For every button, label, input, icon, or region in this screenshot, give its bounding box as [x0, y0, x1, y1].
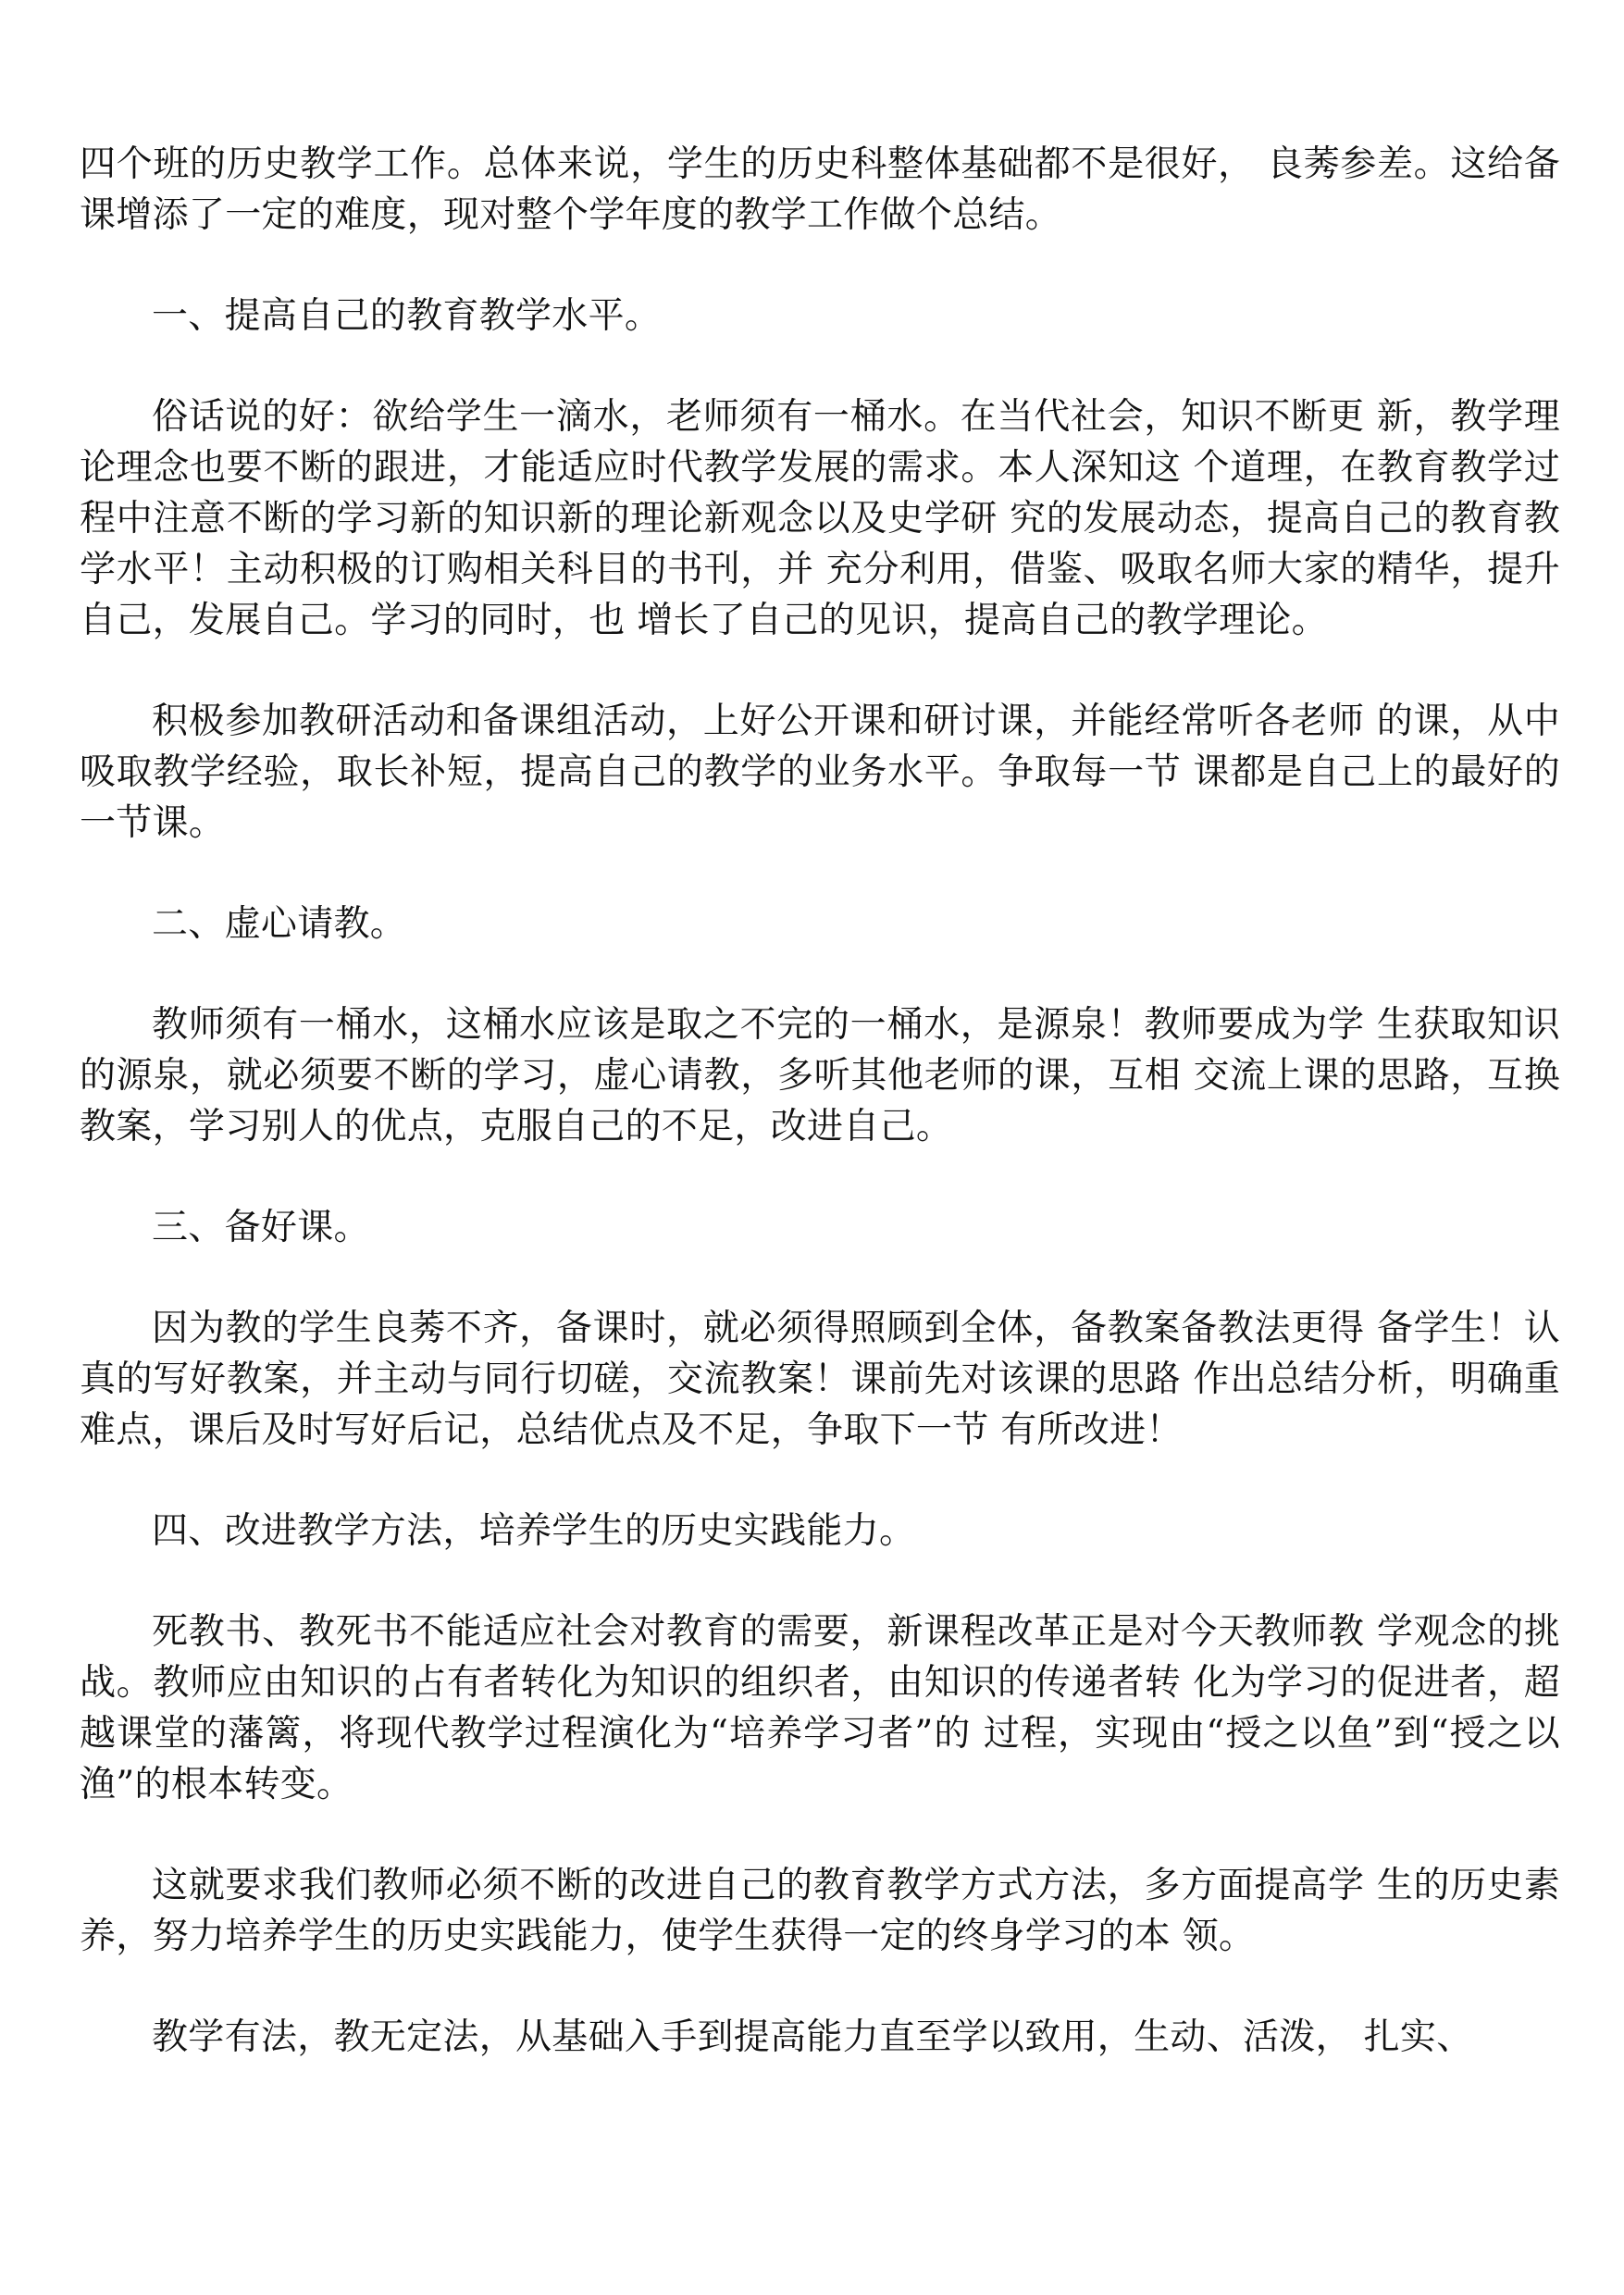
- section-heading-1: 一、提高自己的教育教学水平。: [152, 295, 662, 337]
- body-paragraph: 因为教的学生良莠不齐，备课时，就必须得照顾到全体，备教案备教法更得 备学生！认真的写好教案，并主动与同行切磋，交流教案！课前先对该课的思路 作出总结分析，明确重难点，课后及时写好后记，总结优点及不足，争取下一节 有所改进！: [80, 1308, 1560, 1451]
- body-paragraph: 教师须有一桶水，这桶水应该是取之不完的一桶水，是源泉！教师要成为学 生获取知识的源泉，就必须要不断的学习，虚心请教，多听其他老师的课，互相 交流上课的思路，互换教案，学习别人的优点，克服自己的不足，改进自己。: [80, 1004, 1560, 1148]
- section-heading-4: 四、改进教学方法，培养学生的历史实践能力。: [152, 1510, 916, 1552]
- section-heading-2: 二、虚心请教。: [152, 903, 407, 945]
- body-paragraph: 积极参加教研活动和备课组活动，上好公开课和研讨课，并能经常听各老师 的课，从中吸取教学经验，取长补短，提高自己的教学的业务水平。争取每一节 课都是自己上的最好的一节课。: [80, 701, 1560, 844]
- body-paragraph: 死教书、教死书不能适应社会对教育的需要，新课程改革正是对今天教师教 学观念的挑战。教师应由知识的占有者转化为知识的组织者，由知识的传递者转 化为学习的促进者，超越课堂的藩篱，将现代教学过程演化为“培养学习者”的 过程，实现由“授之以鱼”到“授之以渔”的根本转变。: [80, 1611, 1560, 1805]
- document-page: [80, 139, 1560, 2113]
- intro-paragraph: 四个班的历史教学工作。总体来说，学生的历史科整体基础都不是很好， 良莠参差。这给备课增添了一定的难度，现对整个学年度的教学工作做个总结。: [80, 143, 1560, 236]
- body-paragraph: 教学有法，教无定法，从基础入手到提高能力直至学以致用，生动、活泼， 扎实、: [152, 2016, 1473, 2058]
- body-paragraph: 这就要求我们教师必须不断的改进自己的教育教学方式方法，多方面提高学 生的历史素养，努力培养学生的历史实践能力，使学生获得一定的终身学习的本 领。: [80, 1865, 1560, 1957]
- section-heading-3: 三、备好课。: [152, 1207, 370, 1248]
- body-paragraph: 俗话说的好：欲给学生一滴水，老师须有一桶水。在当代社会，知识不断更 新，教学理论理念也要不断的跟进，才能适应时代教学发展的需求。本人深知这 个道理，在教育教学过程中注意不断的学习新的知识新的理论新观念以及史学研 究的发展动态，提高自己的教育教学水平！主动积极的订购相关科目的书刊，并 充分利用，借鉴、吸取名师大家的精华，提升自己，发展自己。学习的同时，也 增长了自己的见识，提高自己的教学理论。: [80, 396, 1560, 641]
